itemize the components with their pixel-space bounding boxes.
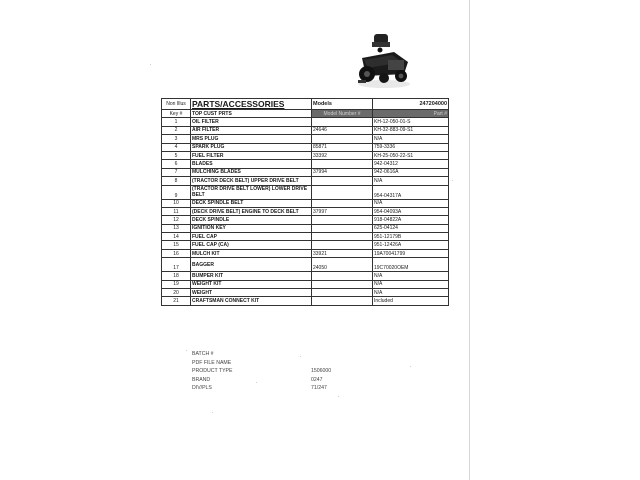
row-part-number: KH-12-050-01-S [373, 118, 449, 126]
row-part-number: 951-12179B [373, 233, 449, 241]
row-part-number: N/A [373, 272, 449, 280]
table-row [162, 249, 449, 257]
table-row [162, 280, 449, 288]
row-part-number: 954-04093A [373, 207, 449, 215]
row-key: 19 [162, 280, 191, 288]
row-model: 24646 [312, 126, 373, 134]
batch-row [192, 384, 331, 393]
row-model: 85871 [312, 143, 373, 151]
batch-row [192, 359, 331, 368]
table-row [162, 143, 449, 151]
row-description: IGNITION KEY [191, 224, 312, 232]
row-model [312, 289, 373, 297]
row-part-number: N/A [373, 199, 449, 207]
row-part-number: N/A [373, 177, 449, 185]
row-part-number: KH-32-883-09-S1 [373, 126, 449, 134]
table-header-row [162, 99, 449, 110]
row-part-number: KH-25-050-22-S1 [373, 151, 449, 159]
batch-label: BATCH # [192, 351, 214, 357]
row-description: OIL FILTER [191, 118, 312, 126]
batch-label: DIV/PLS [192, 385, 212, 392]
row-key: 1 [162, 118, 191, 126]
table-row [162, 216, 449, 224]
row-model [312, 297, 373, 305]
row-model [312, 233, 373, 241]
table-row [162, 151, 449, 159]
table-row [162, 224, 449, 232]
row-description: MULCHING BLADES [191, 168, 312, 176]
row-description: FUEL FILTER [191, 151, 312, 159]
row-key: 10 [162, 199, 191, 207]
row-model [312, 185, 373, 199]
table-row [162, 272, 449, 280]
row-model [312, 177, 373, 185]
row-description: FUEL CAP [191, 233, 312, 241]
batch-label: PDF FILE NAME [192, 359, 232, 366]
row-description: (TRACTOR DRIVE BELT LOWER) LOWER DRIVE BELT [191, 185, 312, 199]
row-description: BLADES [191, 160, 312, 168]
row-part-number: 19C70020OEM [373, 258, 449, 272]
row-key: 6 [162, 160, 191, 168]
row-part-number: 942-0616A [373, 168, 449, 176]
row-model [312, 160, 373, 168]
table-subheader-row [162, 110, 449, 118]
table-row [162, 126, 449, 134]
row-description: AIR FILTER [191, 126, 312, 134]
row-key: 2 [162, 126, 191, 134]
row-description: MRS PLUG [191, 135, 312, 143]
row-description: (TRACTOR DECK BELT) UPPER DRIVE BELT [191, 177, 312, 185]
row-model [312, 118, 373, 126]
row-key: 14 [162, 233, 191, 241]
part-label-header: Part # [373, 110, 449, 118]
row-part-number: 951-12426A [373, 241, 449, 249]
row-description: DECK SPINDLE BELT [191, 199, 312, 207]
batch-value: 0247 [311, 376, 323, 383]
lawn-tractor-image [354, 30, 412, 90]
row-description: CRAFTSMAN CONNECT KIT [191, 297, 312, 305]
table-row [162, 258, 449, 272]
row-model [312, 216, 373, 224]
row-part-number: N/A [373, 135, 449, 143]
row-description: MULCH KIT [191, 249, 312, 257]
models-header: Models [312, 99, 373, 110]
batch-row [192, 350, 331, 359]
model-label-header: Model Number # [312, 110, 373, 118]
row-part-number: 918-04822A [373, 216, 449, 224]
table-row [162, 168, 449, 176]
row-part-number: 625-04124 [373, 224, 449, 232]
row-key: 18 [162, 272, 191, 280]
table-row [162, 241, 449, 249]
batch-info [192, 350, 331, 393]
row-description: WEIGHT KIT [191, 280, 312, 288]
row-part-number: 759-3336 [373, 143, 449, 151]
row-model: 37994 [312, 168, 373, 176]
row-description: WEIGHT [191, 289, 312, 297]
row-model: 33392 [312, 151, 373, 159]
page-edge-line [469, 0, 470, 480]
row-model [312, 241, 373, 249]
section-title: PARTS/ACCESSORIES [191, 99, 312, 110]
table-row [162, 289, 449, 297]
table-row [162, 135, 449, 143]
row-part-number: 942-04312 [373, 160, 449, 168]
row-key: 9 [162, 185, 191, 199]
row-description: FUEL CAP (CA) [191, 241, 312, 249]
row-description: BAGGER [191, 258, 312, 272]
row-key: 21 [162, 297, 191, 305]
table-row [162, 233, 449, 241]
row-model [312, 199, 373, 207]
row-part-number: 954-04317A [373, 185, 449, 199]
batch-value: 1506000 [311, 368, 332, 375]
table-row [162, 177, 449, 185]
table-row [162, 297, 449, 305]
row-key: 13 [162, 224, 191, 232]
batch-label: PRODUCT TYPE [192, 368, 233, 375]
row-key: 3 [162, 135, 191, 143]
row-model: 33921 [312, 249, 373, 257]
row-key: 5 [162, 151, 191, 159]
row-key: 7 [162, 168, 191, 176]
batch-row [192, 376, 331, 385]
table-row [162, 185, 449, 199]
non-illus-header: Non Illus [162, 99, 191, 110]
row-part-number: N/A [373, 280, 449, 288]
row-key: 15 [162, 241, 191, 249]
row-key: 12 [162, 216, 191, 224]
row-key: 8 [162, 177, 191, 185]
row-model [312, 280, 373, 288]
row-model: 24050 [312, 258, 373, 272]
row-key: 20 [162, 289, 191, 297]
row-description: DECK SPINDLE [191, 216, 312, 224]
row-key: 16 [162, 249, 191, 257]
batch-row [192, 367, 331, 376]
row-description: SPARK PLUG [191, 143, 312, 151]
row-description: BUMPER KIT [191, 272, 312, 280]
row-part-number: 19A70041799 [373, 249, 449, 257]
row-key: 17 [162, 258, 191, 272]
row-part-number: N/A [373, 289, 449, 297]
table-row [162, 207, 449, 215]
key-header: Key # [162, 110, 191, 118]
row-key: 4 [162, 143, 191, 151]
model-number-header: 247204000 [373, 99, 449, 110]
row-model [312, 272, 373, 280]
row-part-number: Included [373, 297, 449, 305]
row-model [312, 224, 373, 232]
parts-table [161, 98, 449, 306]
table-row [162, 118, 449, 126]
row-model [312, 135, 373, 143]
group-header: TOP CUST PRTS [191, 110, 312, 118]
batch-label: BRAND [192, 376, 211, 383]
batch-value: 71/247 [311, 385, 327, 392]
table-row [162, 199, 449, 207]
row-key: 11 [162, 207, 191, 215]
row-model: 37997 [312, 207, 373, 215]
table-row [162, 160, 449, 168]
row-description: (DECK DRIVE BELT) ENGINE TO DECK BELT [191, 207, 312, 215]
